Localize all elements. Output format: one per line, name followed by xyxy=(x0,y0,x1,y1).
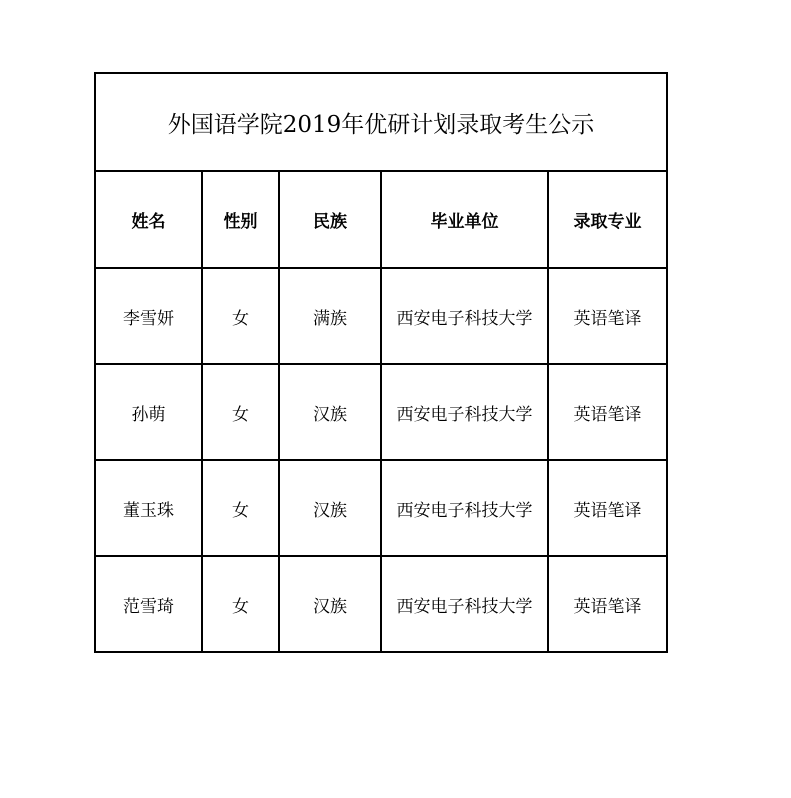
cell-name: 范雪琦 xyxy=(95,556,202,652)
admission-table xyxy=(94,72,668,653)
header-admitted-major: 录取专业 xyxy=(548,171,667,268)
cell-ethnicity: 汉族 xyxy=(279,364,381,460)
cell-graduating-school: 西安电子科技大学 xyxy=(381,460,548,556)
cell-admitted-major: 英语笔译 xyxy=(548,268,667,364)
cell-graduating-school: 西安电子科技大学 xyxy=(381,268,548,364)
cell-graduating-school: 西安电子科技大学 xyxy=(381,364,548,460)
cell-name: 孙萌 xyxy=(95,364,202,460)
cell-graduating-school: 西安电子科技大学 xyxy=(381,556,548,652)
title-row xyxy=(95,73,667,171)
header-ethnicity: 民族 xyxy=(279,171,381,268)
header-name: 姓名 xyxy=(95,171,202,268)
table-title: 外国语学院2019年优研计划录取考生公示 xyxy=(95,73,667,171)
cell-admitted-major: 英语笔译 xyxy=(548,364,667,460)
header-graduating-school: 毕业单位 xyxy=(381,171,548,268)
cell-gender: 女 xyxy=(202,556,279,652)
table-row xyxy=(95,556,667,652)
table-row xyxy=(95,364,667,460)
table-row xyxy=(95,268,667,364)
cell-gender: 女 xyxy=(202,364,279,460)
table-row xyxy=(95,460,667,556)
cell-name: 董玉珠 xyxy=(95,460,202,556)
cell-ethnicity: 汉族 xyxy=(279,556,381,652)
cell-ethnicity: 汉族 xyxy=(279,460,381,556)
admission-notice-sheet xyxy=(94,72,666,653)
header-row xyxy=(95,171,667,268)
cell-name: 李雪妍 xyxy=(95,268,202,364)
cell-admitted-major: 英语笔译 xyxy=(548,556,667,652)
cell-admitted-major: 英语笔译 xyxy=(548,460,667,556)
cell-gender: 女 xyxy=(202,268,279,364)
cell-gender: 女 xyxy=(202,460,279,556)
cell-ethnicity: 满族 xyxy=(279,268,381,364)
header-gender: 性别 xyxy=(202,171,279,268)
